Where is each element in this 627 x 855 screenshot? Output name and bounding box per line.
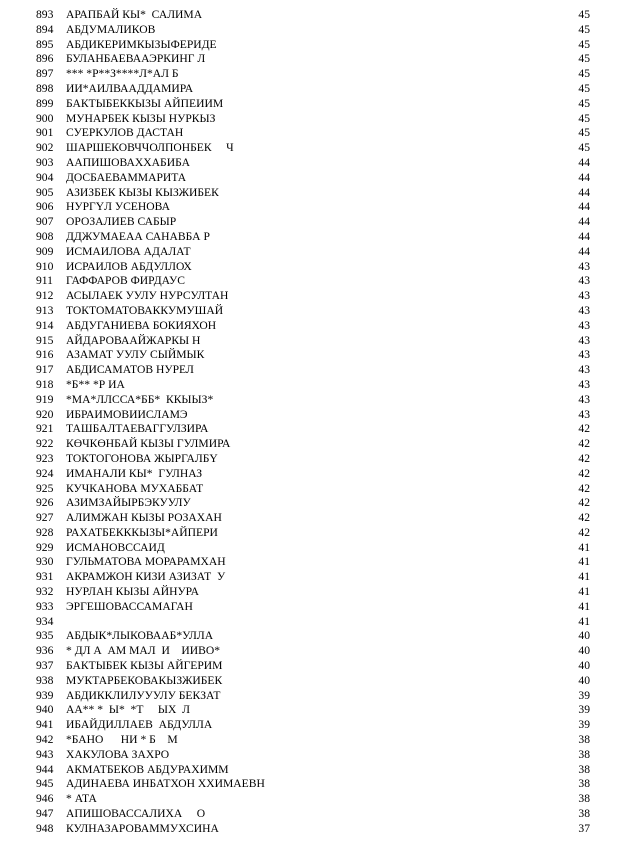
- student-name: АЗАМАТ УУЛУ СЫЙМЫК: [66, 348, 205, 362]
- list-item: [0, 777, 627, 792]
- score-value: 43: [578, 407, 590, 421]
- list-item: [0, 496, 627, 511]
- row-number: 948: [36, 821, 54, 835]
- score-value: 44: [578, 215, 590, 229]
- row-number: 895: [36, 37, 54, 51]
- student-name: МУНАРБЕК КЫЗЫ НУРКЫЗ: [66, 111, 216, 125]
- score-value: 38: [578, 733, 590, 747]
- list-item: [0, 763, 627, 778]
- student-name: ИМАНАЛИ КЫ* ГУЛНАЗ: [66, 466, 203, 480]
- student-name: ТАШБАЛТАЕВАГГУЛЗИРА: [66, 422, 209, 436]
- student-name: АДИНАЕВА ИНБАТХОН ХХИМАЕВН: [66, 777, 265, 791]
- row-number: 914: [36, 318, 54, 332]
- student-name: КӨЧКӨНБАЙ КЫЗЫ ГУЛМИРА: [66, 437, 231, 451]
- row-number: 946: [36, 792, 54, 806]
- row-number: 945: [36, 777, 54, 791]
- student-name: АБДИКЕРИМКЫЗЫФЕРИДЕ: [66, 37, 217, 51]
- student-name: ИСМАИЛОВА АДАЛАТ: [66, 244, 191, 258]
- student-name: АЙДАРОВААЙЖАРКЫ Н: [66, 333, 201, 347]
- list-item: [0, 348, 627, 363]
- student-name: *Б** *Р ИА: [66, 377, 125, 391]
- row-number: 900: [36, 111, 54, 125]
- row-number: 912: [36, 289, 54, 303]
- row-number: 911: [36, 274, 53, 288]
- list-item: [0, 629, 627, 644]
- list-item: [0, 67, 627, 82]
- row-number: 928: [36, 525, 54, 539]
- list-item: [0, 541, 627, 556]
- row-number: 921: [36, 422, 54, 436]
- score-value: 38: [578, 747, 590, 761]
- row-number: 935: [36, 629, 54, 643]
- score-value: 42: [578, 466, 590, 480]
- score-value: 40: [578, 659, 590, 673]
- list-item: [0, 319, 627, 334]
- list-item: [0, 408, 627, 423]
- list-item: [0, 807, 627, 822]
- row-number: 939: [36, 688, 54, 702]
- student-name: ГАФФАРОВ ФИРДАУС: [66, 274, 185, 288]
- student-name: АА** * Ы* *Т ЫХ Л: [66, 703, 191, 717]
- row-number: 902: [36, 141, 54, 155]
- score-value: 42: [578, 525, 590, 539]
- score-value: 37: [578, 821, 590, 835]
- score-value: 38: [578, 792, 590, 806]
- score-value: 44: [578, 229, 590, 243]
- row-number: 944: [36, 762, 54, 776]
- student-name: ОРОЗАЛИЕВ САБЫР: [66, 215, 177, 229]
- student-name: МУКТАРБЕКОВАКЫЗЖИБЕК: [66, 673, 223, 687]
- list-item: [0, 570, 627, 585]
- list-item: [0, 718, 627, 733]
- score-value: 45: [578, 67, 590, 81]
- list-item: [0, 452, 627, 467]
- student-name: БАКТЫБЕК КЫЗЫ АЙГЕРИМ: [66, 659, 223, 673]
- score-value: 45: [578, 22, 590, 36]
- row-number: 917: [36, 363, 54, 377]
- student-name: АБДУМАЛИКОВ: [66, 22, 156, 36]
- score-value: 43: [578, 377, 590, 391]
- row-number: 897: [36, 67, 54, 81]
- row-number: 941: [36, 718, 54, 732]
- list-item: [0, 289, 627, 304]
- student-name: ТОКТОМАТОВАККУМУШАЙ: [66, 303, 224, 317]
- student-name: * ДЛ А АМ МАЛ И ИИВО*: [66, 644, 221, 658]
- score-value: 45: [578, 141, 590, 155]
- student-name: КУЛНАЗАРОВАММУХСИНА: [66, 821, 219, 835]
- row-number: 893: [36, 8, 54, 21]
- score-value: 40: [578, 673, 590, 687]
- row-number: 905: [36, 185, 54, 199]
- list-item: [0, 393, 627, 408]
- list-item: [0, 615, 627, 630]
- row-number: 906: [36, 200, 54, 214]
- student-name: АРАПБАЙ КЫ* САЛИМА: [66, 8, 203, 21]
- row-number: 903: [36, 155, 54, 169]
- student-name: РАХАТБЕКККЫЗЫ*АЙПЕРИ: [66, 525, 218, 539]
- student-name: БУЛАНБАЕВААЭРКИНГ Л: [66, 52, 206, 66]
- list-item: [0, 215, 627, 230]
- student-name: КУЧКАНОВА МУХАББАТ: [66, 481, 204, 495]
- row-number: 915: [36, 333, 54, 347]
- row-number: 899: [36, 96, 54, 110]
- score-value: 42: [578, 437, 590, 451]
- score-value: 42: [578, 481, 590, 495]
- row-number: 933: [36, 599, 54, 613]
- list-item: [0, 112, 627, 127]
- list-item: [0, 23, 627, 38]
- score-value: 45: [578, 8, 590, 21]
- student-name: АБДИСАМАТОВ НУРЕЛ: [66, 363, 194, 377]
- score-value: 45: [578, 81, 590, 95]
- row-number: 904: [36, 170, 54, 184]
- list-item: [0, 186, 627, 201]
- score-value: 44: [578, 185, 590, 199]
- list-item: [0, 38, 627, 53]
- list-item: [0, 437, 627, 452]
- row-number: 937: [36, 659, 54, 673]
- score-value: 45: [578, 37, 590, 51]
- list-item: [0, 482, 627, 497]
- list-item: [0, 378, 627, 393]
- row-number: 930: [36, 555, 54, 569]
- row-number: 901: [36, 126, 54, 140]
- list-item: [0, 141, 627, 156]
- student-name: АБДИККЛИЛУУУЛУ БЕКЗАТ: [66, 688, 221, 702]
- score-value: 45: [578, 52, 590, 66]
- student-name: ААПИШОВАХХАБИБА: [66, 155, 190, 169]
- list-item: [0, 644, 627, 659]
- score-value: 39: [578, 688, 590, 702]
- score-value: 43: [578, 289, 590, 303]
- list-item: [0, 792, 627, 807]
- row-number: 908: [36, 229, 54, 243]
- row-number: 934: [36, 614, 54, 628]
- score-value: 44: [578, 155, 590, 169]
- list-item: [0, 260, 627, 275]
- row-number: 923: [36, 451, 54, 465]
- score-value: 41: [578, 599, 590, 613]
- list-item: [0, 156, 627, 171]
- score-value: 42: [578, 422, 590, 436]
- score-value: 43: [578, 259, 590, 273]
- list-item: [0, 467, 627, 482]
- list-item: [0, 511, 627, 526]
- score-value: 41: [578, 570, 590, 584]
- list-item: [0, 304, 627, 319]
- row-number: 922: [36, 437, 54, 451]
- list-item: [0, 526, 627, 541]
- row-number: 916: [36, 348, 54, 362]
- student-name: АКМАТБЕКОВ АБДУРАХИММ: [66, 762, 229, 776]
- row-number: 938: [36, 673, 54, 687]
- student-name: ТОКТОГОНОВА ЖЫРГАЛБҮ: [66, 451, 218, 465]
- row-number: 919: [36, 392, 54, 406]
- student-name: ИБАЙДИЛЛАЕВ АБДУЛЛА: [66, 718, 213, 732]
- score-value: 42: [578, 451, 590, 465]
- row-number: 936: [36, 644, 54, 658]
- list-item: [0, 8, 627, 23]
- student-name: НУРГҮЛ УСЕНОВА: [66, 200, 171, 214]
- student-name: *БАНО НИ * Б М: [66, 733, 178, 747]
- student-name: АЗИМЗАЙЫРБЭКУУЛУ: [66, 496, 191, 510]
- row-number: 913: [36, 303, 54, 317]
- list-item: [0, 52, 627, 67]
- list-item: [0, 689, 627, 704]
- ranking-list: [0, 8, 627, 837]
- score-value: 41: [578, 585, 590, 599]
- score-value: 43: [578, 392, 590, 406]
- score-value: 43: [578, 303, 590, 317]
- list-item: [0, 230, 627, 245]
- row-number: 925: [36, 481, 54, 495]
- list-item: [0, 363, 627, 378]
- score-value: 41: [578, 540, 590, 554]
- score-value: 38: [578, 807, 590, 821]
- student-name: ИБРАИМОВИИСЛАМЭ: [66, 407, 188, 421]
- list-item: [0, 422, 627, 437]
- row-number: 910: [36, 259, 54, 273]
- student-name: АКРАМЖОН КИЗИ АЗИЗАТ У: [66, 570, 226, 584]
- score-value: 44: [578, 170, 590, 184]
- score-value: 44: [578, 244, 590, 258]
- row-number: 942: [36, 733, 54, 747]
- student-name: АСЫЛАЕК УУЛУ НУРСУЛТАН: [66, 289, 229, 303]
- row-number: 909: [36, 244, 54, 258]
- student-name: АБДУГАНИЕВА БОКИЯХОН: [66, 318, 217, 332]
- score-value: 42: [578, 496, 590, 510]
- row-number: 931: [36, 570, 54, 584]
- list-item: [0, 733, 627, 748]
- list-item: [0, 555, 627, 570]
- score-value: 41: [578, 614, 590, 628]
- student-name: ДДЖУМАЕАА САНАВБА Р: [66, 229, 210, 243]
- list-item: [0, 274, 627, 289]
- student-name: * АТА: [66, 792, 97, 806]
- list-item: [0, 600, 627, 615]
- row-number: 932: [36, 585, 54, 599]
- score-value: 39: [578, 718, 590, 732]
- list-item: [0, 334, 627, 349]
- score-value: 43: [578, 274, 590, 288]
- list-item: [0, 126, 627, 141]
- student-name: БАКТЫБЕККЫЗЫ АЙПЕИИМ: [66, 96, 224, 110]
- student-name: АЛИМЖАН КЫЗЫ РОЗАХАН: [66, 511, 222, 525]
- score-value: 45: [578, 126, 590, 140]
- list-item: [0, 97, 627, 112]
- score-value: 38: [578, 762, 590, 776]
- list-item: [0, 82, 627, 97]
- row-number: 920: [36, 407, 54, 421]
- student-name: АЗИЗБЕК КЫЗЫ КЫЗЖИБЕК: [66, 185, 219, 199]
- student-name: СУЕРКУЛОВ ДАСТАН: [66, 126, 184, 140]
- student-name: ХАКУЛОВА ЗАХРО: [66, 747, 170, 761]
- score-value: 44: [578, 200, 590, 214]
- row-number: 898: [36, 81, 54, 95]
- score-value: 40: [578, 644, 590, 658]
- row-number: 926: [36, 496, 54, 510]
- student-name: ГУЛЬМАТОВА МОРАРАМХАН: [66, 555, 226, 569]
- list-item: [0, 659, 627, 674]
- list-item: [0, 585, 627, 600]
- row-number: 943: [36, 747, 54, 761]
- row-number: 947: [36, 807, 54, 821]
- student-name: ИСРАИЛОВ АБДУЛЛОХ: [66, 259, 192, 273]
- score-value: 45: [578, 111, 590, 125]
- row-number: 918: [36, 377, 54, 391]
- list-item: [0, 674, 627, 689]
- list-item: [0, 703, 627, 718]
- score-value: 38: [578, 777, 590, 791]
- list-item: [0, 200, 627, 215]
- row-number: 929: [36, 540, 54, 554]
- student-name: ШАРШЕКОВЧЧОЛПОНБЕК Ч: [66, 141, 234, 155]
- list-item: [0, 822, 627, 837]
- student-name: АБДЫК*ЛЫКОВААБ*УЛЛА: [66, 629, 214, 643]
- row-number: 940: [36, 703, 54, 717]
- row-number: 894: [36, 22, 54, 36]
- list-item: [0, 171, 627, 186]
- student-name: НУРЛАН КЫЗЫ АЙНУРА: [66, 585, 199, 599]
- list-item: [0, 748, 627, 763]
- row-number: 907: [36, 215, 54, 229]
- score-value: 42: [578, 511, 590, 525]
- list-item: [0, 245, 627, 260]
- student-name: ИИ*АИЛВААДДАМИРА: [66, 81, 194, 95]
- score-value: 39: [578, 703, 590, 717]
- student-name: ДОСБАЕВАММАРИТА: [66, 170, 187, 184]
- score-value: 43: [578, 348, 590, 362]
- score-value: 45: [578, 96, 590, 110]
- score-value: 41: [578, 555, 590, 569]
- score-value: 43: [578, 363, 590, 377]
- student-name: ЭРГЕШОВАССАМАГАН: [66, 599, 193, 613]
- student-name: АПИШОВАССАЛИХА О: [66, 807, 206, 821]
- row-number: 896: [36, 52, 54, 66]
- student-name: *МА*ЛЛССА*ББ* ККЫЫЗ*: [66, 392, 214, 406]
- score-value: 43: [578, 318, 590, 332]
- row-number: 927: [36, 511, 54, 525]
- student-name: ИСМАНОВССАИД: [66, 540, 165, 554]
- score-value: 43: [578, 333, 590, 347]
- student-name: *** *Р**З****Л*АЛ Б: [66, 67, 179, 81]
- score-value: 40: [578, 629, 590, 643]
- row-number: 924: [36, 466, 54, 480]
